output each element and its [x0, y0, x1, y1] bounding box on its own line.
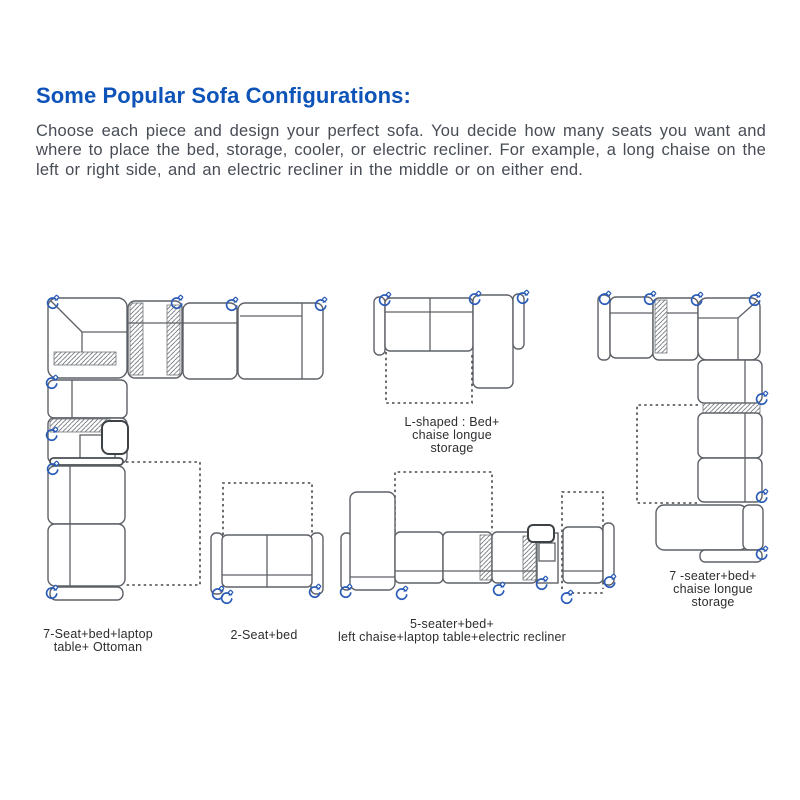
- page-title: Some Popular Sofa Configurations:: [36, 83, 411, 108]
- bed-dashed-area: [386, 352, 472, 403]
- bed-dashed-area: [126, 462, 200, 585]
- left-chaise: [350, 492, 395, 590]
- rotate-icon[interactable]: [397, 586, 408, 599]
- sofa-outline: [374, 294, 524, 403]
- chaise-storage: [656, 505, 747, 550]
- bed-dashed-area: [223, 483, 312, 535]
- laptop-table: [528, 525, 554, 542]
- label-seven-seat-ottoman: 7-Seat+bed+laptop table+ Ottoman: [43, 627, 153, 654]
- diagram-right-seven-seater: [590, 285, 775, 570]
- rotate-icon[interactable]: [562, 590, 573, 603]
- sofa-outline: [598, 295, 763, 562]
- rotate-icon[interactable]: [222, 590, 233, 603]
- label-l-shaped-bed-chaise: L-shaped : Bed+ chaise longue storage: [404, 415, 500, 455]
- diagram-five-seater-recliner: [335, 465, 620, 605]
- sofa-outline: [341, 492, 614, 590]
- label-five-seater-recliner: 5-seater+bed+ left chaise+laptop table+electric recliner: [338, 617, 566, 644]
- sofa-outline: [211, 533, 323, 594]
- intro-paragraph: Choose each piece and design your perfect sofa. You decide how many seats you want and where to place the bed, storage, cooler, or electric recliner. For example, a long chaise on the left or right side, and an electric recliner in the middle or on either end.: [36, 122, 766, 179]
- rotate-icon[interactable]: [494, 582, 505, 595]
- bed-dashed-area: [395, 472, 492, 532]
- diagram-l-shaped-bed-chaise: [368, 286, 533, 411]
- label-two-seat-bed: 2-Seat+bed: [230, 628, 298, 642]
- laptop-table: [102, 421, 128, 454]
- diagram-two-seat-bed: [205, 473, 330, 608]
- label-right-seven-seater: 7 -seater+bed+ chaise longue storage: [669, 569, 757, 609]
- bed-dashed-area: [637, 405, 698, 503]
